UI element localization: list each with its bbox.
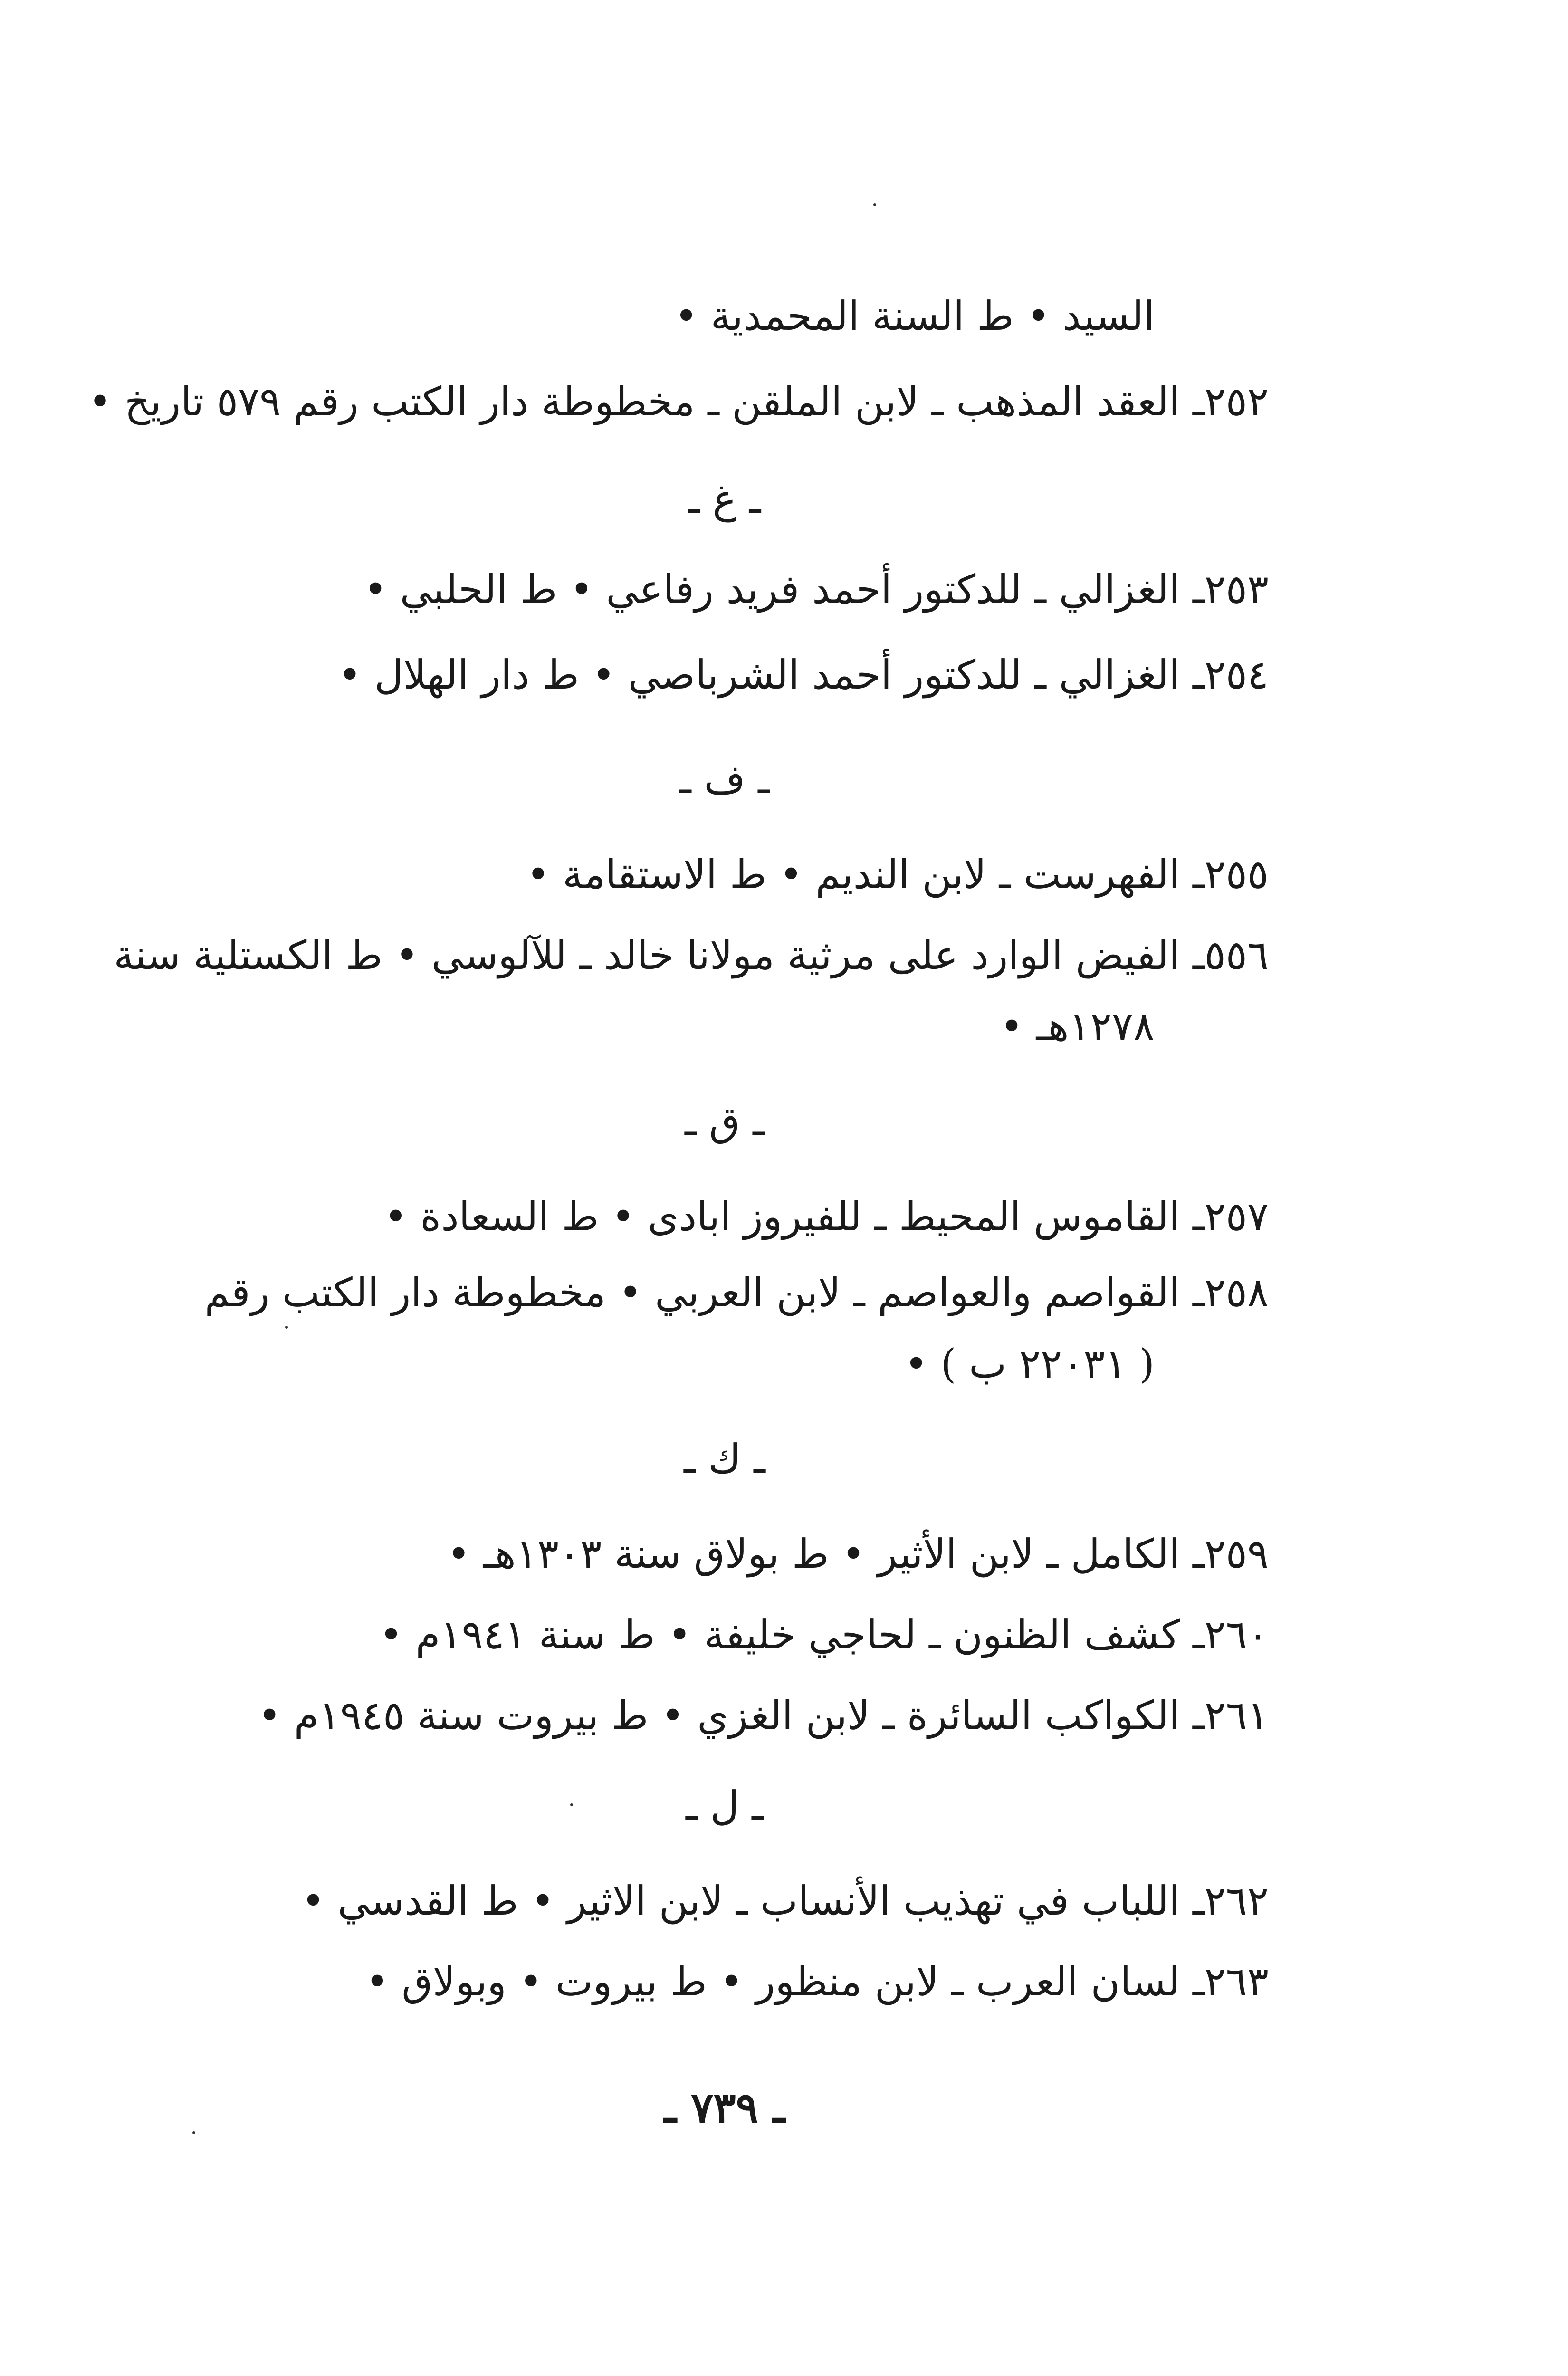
bibliography-entry-263: ٢٦٣ـ لسان العرب ـ لابن منظور • ط بيروت • وبولاق •: [365, 1958, 1269, 2005]
bibliography-entry-255: ٢٥٥ـ الفهرست ـ لابن النديم • ط الاستقامة •: [526, 851, 1269, 898]
bibliography-entry-254: ٢٥٤ـ الغزالي ـ للدكتور أحمد الشرباصي • ط دار الهلال •: [338, 651, 1269, 698]
scan-speck: [285, 1326, 288, 1329]
continuation-line: ( ٢٢٠٣١ ب ) •: [904, 1341, 1155, 1387]
bibliography-entry-258: ٢٥٨ـ القواصم والعواصم ـ لابن العربي • مخطوطة دار الكتب رقم: [204, 1269, 1269, 1316]
bibliography-entry-260: ٢٦٠ـ كشف الظنون ـ لحاجي خليفة • ط سنة ١٩٤١م •: [379, 1611, 1269, 1658]
section-heading-fa: ـ ف ـ: [679, 756, 770, 803]
bibliography-entry-252: ٢٥٢ـ العقد المذهب ـ لابن الملقن ـ مخطوطة دار الكتب رقم ٥٧٩ تاريخ •: [88, 378, 1269, 425]
section-heading-ghain: ـ غ ـ: [688, 476, 761, 522]
bibliography-entry-261: ٢٦١ـ الكواكب السائرة ـ لابن الغزي • ط بيروت سنة ١٩٤٥م •: [258, 1692, 1269, 1739]
continuation-line: السيد • ط السنة المحمدية •: [674, 293, 1155, 339]
bibliography-entry-262: ٢٦٢ـ اللباب في تهذيب الأنساب ـ لابن الاثير • ط القدسي •: [301, 1878, 1269, 1924]
section-heading-qaf: ـ ق ـ: [685, 1098, 765, 1145]
scan-speck: [192, 2131, 195, 2134]
continuation-line: ١٢٧٨هـ •: [1000, 1003, 1155, 1050]
bibliography-entry-256: ٥٥٦ـ الفيض الوارد على مرثية مولانا خالد ـ للآلوسي • ط الكستلية سنة: [114, 932, 1269, 978]
bibliography-entry-257: ٢٥٧ـ القاموس المحيط ـ للفيروز ابادى • ط السعادة •: [384, 1193, 1269, 1240]
scan-speck: [570, 1803, 573, 1806]
bibliography-entry-253: ٢٥٣ـ الغزالي ـ للدكتور أحمد فريد رفاعي • ط الحلبي •: [363, 566, 1269, 613]
section-heading-lam: ـ ل ـ: [686, 1782, 764, 1829]
scan-speck: [873, 203, 876, 206]
section-heading-kaf: ـ ك ـ: [684, 1436, 765, 1482]
bibliography-entry-259: ٢٥٩ـ الكامل ـ لابن الأثير • ط بولاق سنة ١٣٠٣هـ •: [447, 1531, 1269, 1577]
page-number: ـ ٧٣٩ ـ: [664, 2083, 785, 2132]
